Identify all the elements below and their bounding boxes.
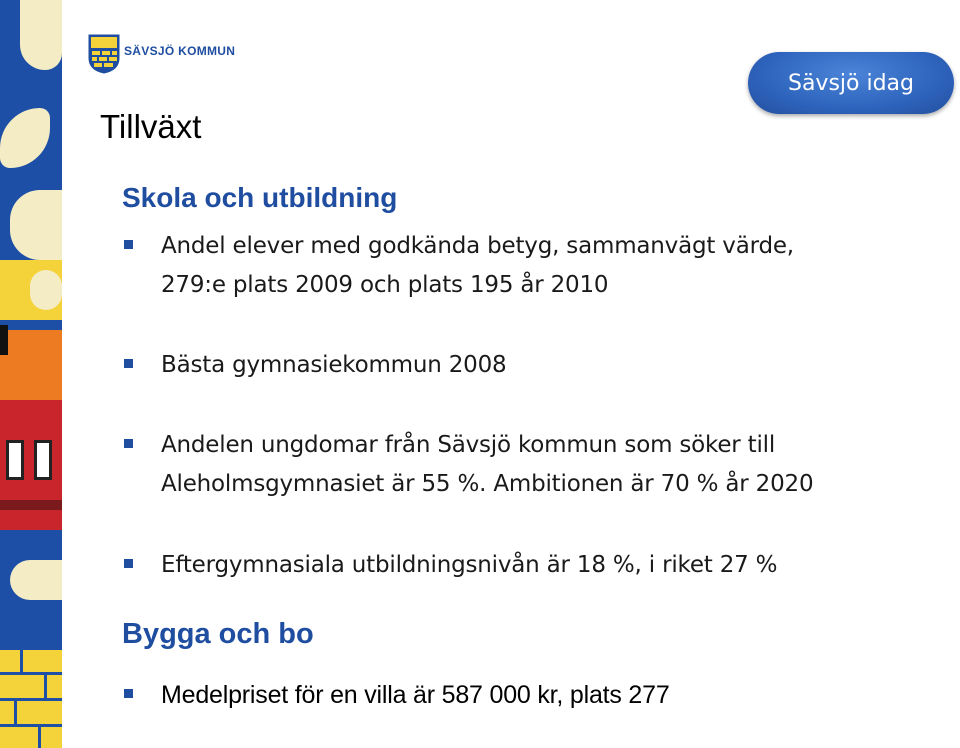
slide-title: Tillväxt xyxy=(100,108,202,145)
bullet-text-line: Aleholmsgymnasiet är 55 %. Ambitionen är 70 % år 2020 xyxy=(161,471,814,497)
bullet-square-icon xyxy=(124,439,133,448)
bullet-text-line: Bästa gymnasiekommun 2008 xyxy=(161,352,507,378)
section-heading-school: Skola och utbildning xyxy=(122,182,398,213)
savsjo-idag-badge: Sävsjö idag xyxy=(748,52,954,114)
bullet-text-line: 279:e plats 2009 och plats 195 år 2010 xyxy=(161,272,609,298)
bullet-square-icon xyxy=(124,559,133,568)
decorative-side-strip xyxy=(0,0,62,748)
bullet-text-line: Andelen ungdomar från Sävsjö kommun som söker till xyxy=(161,432,776,458)
bullet-text-line: Andel elever med godkända betyg, sammanvägt värde, xyxy=(161,233,794,259)
kommun-shield-icon xyxy=(88,34,120,74)
bullet-square-icon xyxy=(124,240,133,249)
bullet-text-line: Medelpriset för en villa är 587 000 kr, plats 277 xyxy=(161,681,670,709)
bullet-text-line: Eftergymnasiala utbildningsnivån är 18 %, i riket 27 % xyxy=(161,552,778,578)
kommun-name: SÄVSJÖ KOMMUN xyxy=(124,44,236,58)
kommun-logo xyxy=(88,34,235,74)
bullet-square-icon xyxy=(124,359,133,368)
bullet-square-icon xyxy=(124,689,133,698)
section-heading-housing: Bygga och bo xyxy=(122,618,314,650)
